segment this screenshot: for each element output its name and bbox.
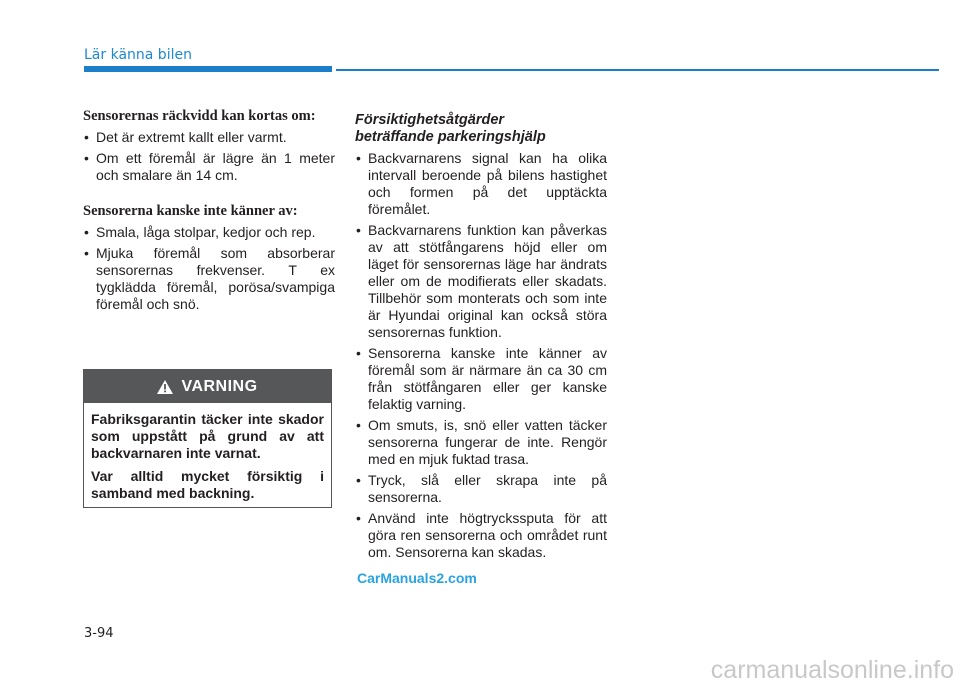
list-item: • Smala, låga stolpar, kedjor och rep.	[83, 224, 335, 241]
page-number: 3-94	[84, 626, 114, 641]
watermark-link[interactable]: CarManuals2.com	[357, 570, 477, 586]
precautions-heading-line2: beträffande parkeringshjälp	[355, 129, 546, 145]
warning-title: VARNING	[181, 377, 258, 395]
list-item: • Tryck, slå eller skrapa inte på sensorerna.	[355, 472, 607, 506]
list-item: • Mjuka föremål som absorberar sensorernas frekvenser. T ex tygklädda föremål, porösa/svampiga föremål och snö.	[83, 245, 335, 313]
warning-body	[84, 403, 331, 502]
section-title: Lär känna bilen	[84, 47, 192, 63]
list-item: • Backvarnarens signal kan ha olika intervall beroende på bilens hastighet och formen på det upptäckta föremålet.	[355, 150, 607, 218]
warning-paragraph: Var alltid mycket försiktig i samband med backning.	[91, 468, 324, 501]
precautions-heading-line1: Försiktighetsåtgärder	[355, 112, 505, 128]
header-rule	[336, 69, 939, 71]
list-item: • Backvarnarens funktion kan påverkas av att stötfångarens höjd eller om läget för sensorernas läge har ändrats eller om de modifierats eller skadats. Tillbehör som monterats och som inte är Hyundai original kan också störa sensorernas funktion.	[355, 222, 607, 341]
warning-paragraph: Fabriksgarantin täcker inte skador som uppstått på grund av att backvarnaren inte varnat.	[91, 411, 324, 461]
range-list	[83, 129, 335, 184]
header-accent-bar	[84, 66, 332, 72]
list-item: • Det är extremt kallt eller varmt.	[83, 129, 335, 146]
warning-header	[84, 370, 331, 403]
warning-box	[83, 369, 332, 508]
left-column	[83, 108, 335, 317]
precautions-list	[355, 150, 607, 561]
detection-heading: Sensorerna kanske inte känner av:	[83, 203, 298, 219]
detection-list	[83, 224, 335, 313]
list-item: • Om smuts, is, snö eller vatten täcker sensorerna fungerar de inte. Rengör med en mjuk fuktad trasa.	[355, 417, 607, 468]
range-heading: Sensorernas räckvidd kan kortas om:	[83, 108, 316, 124]
warning-triangle-icon	[157, 380, 173, 394]
list-item: • Sensorerna kanske inte känner av föremål som är närmare än ca 30 cm från stötfångaren eller ger kanske felaktig varning.	[355, 345, 607, 413]
watermark-footer: carmanualsonline.info	[710, 656, 954, 684]
list-item: • Använd inte högtryckssputa för att göra ren sensorerna och området runt om. Sensorerna kan skadas.	[355, 510, 607, 561]
precautions-heading	[355, 112, 607, 146]
right-column	[355, 112, 607, 565]
list-item: • Om ett föremål är lägre än 1 meter och smalare än 14 cm.	[83, 150, 335, 184]
